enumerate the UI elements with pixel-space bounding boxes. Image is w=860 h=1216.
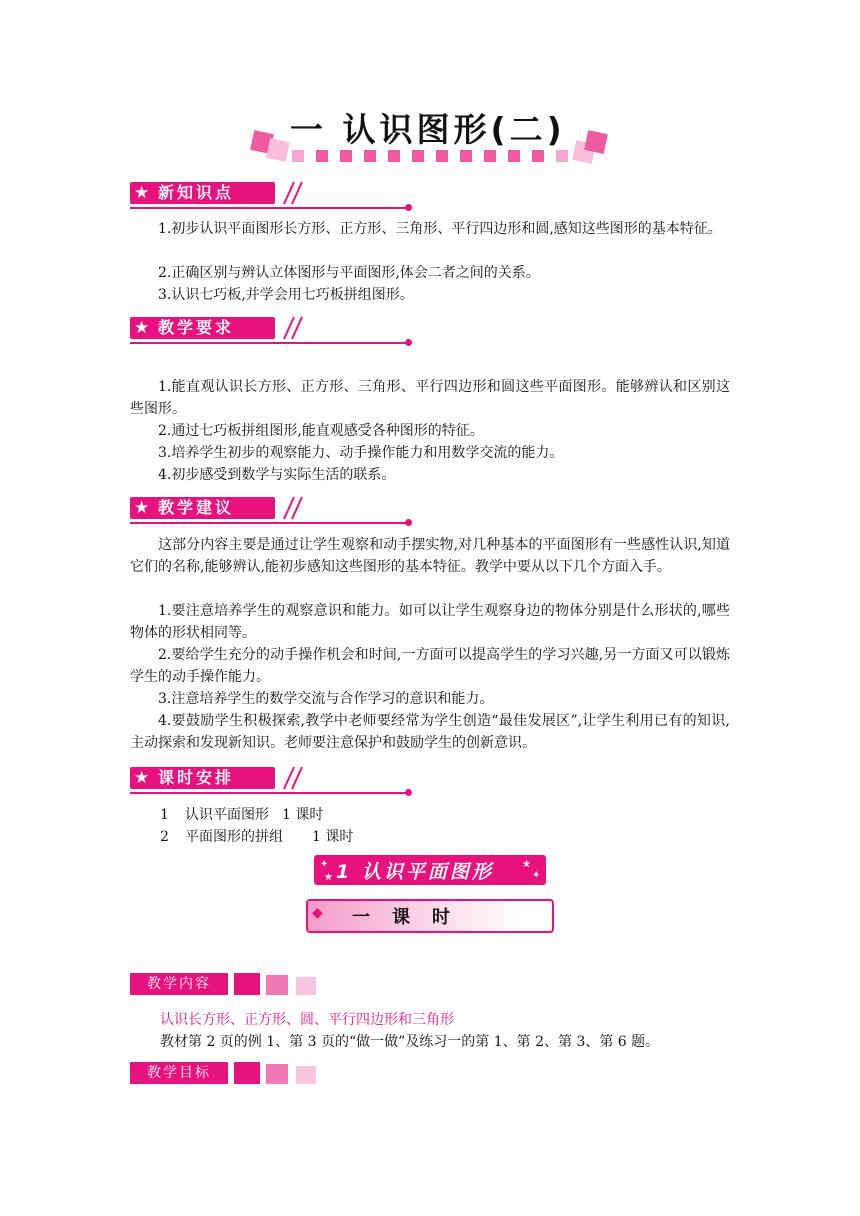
lesson-banner-title: 1 认识平面图形 — [336, 861, 494, 883]
suggestion-item-1: 1.要注意培养学生的观察意识和能力。如可以让学生观察身边的物体分别是什么形状的,哪些物体的形状相同等。 — [130, 603, 730, 641]
knowledge-item-2: 2.正确区别与辨认立体图形与平面图形,体会二者之间的关系。 — [158, 265, 540, 281]
slash-decoration — [278, 180, 308, 206]
suggestion-item-4: 4.要鼓励学生积极探索,教学中老师要经常为学生创造“最佳发展区”,让学生利用已有的知识,主动探索和发现新知识。老师要注意保护和鼓励学生的创新意识。 — [130, 713, 730, 751]
requirement-item-4: 4.初步感受到数学与实际生活的联系。 — [158, 467, 396, 483]
schedule-name: 认识平面图形 — [185, 807, 269, 823]
section-header-schedule — [130, 767, 415, 793]
star-icon: ★ — [134, 318, 150, 338]
requirement-item-3: 3.培养学生初步的观察能力、动手操作能力和用数学交流的能力。 — [158, 445, 564, 461]
star-icon: ★ — [134, 498, 150, 518]
schedule-num: 2 — [160, 829, 169, 845]
title-decoration — [240, 130, 620, 166]
section-heading: 教学建议 — [158, 498, 235, 517]
schedule-name: 平面图形的拼组 — [185, 829, 283, 845]
period-banner-title: 一课时 — [352, 907, 472, 928]
slash-decoration — [278, 495, 308, 521]
period-banner — [306, 899, 554, 933]
suggestion-intro: 这部分内容主要是通过让学生观察和动手摆实物,对几种基本的平面图形有一些感性认识,知道它们的名称,能够辨认,能初步感知这些图形的基本特征。教学中要从以下几个方面入手。 — [130, 537, 730, 575]
suggestion-item-2: 2.要给学生充分的动手操作机会和时间,一方面可以提高学生的学习兴趣,另一方面又可以锻炼学生的动手操作能力。 — [130, 647, 730, 685]
section-header-suggestions — [130, 497, 415, 523]
star-icon: ★ — [134, 768, 150, 788]
slash-decoration — [278, 765, 308, 791]
content-pages: 教材第 2 页的例 1、第 3 页的“做一做”及练习一的第 1、第 2、第 3、第 6 题。 — [160, 1034, 660, 1050]
tag-label: 教学目标 — [130, 1062, 228, 1084]
knowledge-item-1: 1.初步认识平面图形长方形、正方形、三角形、平行四边形和圆,感知这些图形的基本特征。 — [158, 221, 722, 237]
section-header-knowledge — [130, 182, 415, 208]
content-topic: 认识长方形、正方形、圆、平行四边形和三角形 — [160, 1012, 454, 1028]
tag-label: 教学内容 — [130, 973, 228, 995]
requirement-item-1: 1.能直观认识长方形、正方形、三角形、平行四边形和圆这些平面图形。能够辨认和区别这些图形。 — [130, 379, 730, 417]
lesson-banner: ✦ ★ 1 认识平面图形 ★ ✦ — [314, 855, 546, 885]
star-icon: ★ — [134, 183, 150, 203]
knowledge-item-3: 3.认识七巧板,并学会用七巧板拼组图形。 — [158, 287, 414, 303]
schedule-num: 1 — [160, 807, 169, 823]
requirement-item-2: 2.通过七巧板拼组图形,能直观感受各种图形的特征。 — [158, 423, 484, 439]
slash-decoration — [278, 315, 308, 341]
section-heading: 教学要求 — [158, 318, 235, 337]
section-heading: 新知识点 — [158, 183, 235, 202]
section-header-requirements — [130, 317, 415, 343]
schedule-hours: 1 课时 — [312, 829, 354, 845]
suggestion-item-3: 3.注意培养学生的数学交流与合作学习的意识和能力。 — [158, 691, 494, 707]
diamond-icon: ◆ — [312, 905, 323, 921]
schedule-hours: 1 课时 — [282, 807, 324, 823]
section-heading: 课时安排 — [158, 768, 235, 787]
chapter-title: 一 认识图形(二) — [290, 110, 566, 149]
